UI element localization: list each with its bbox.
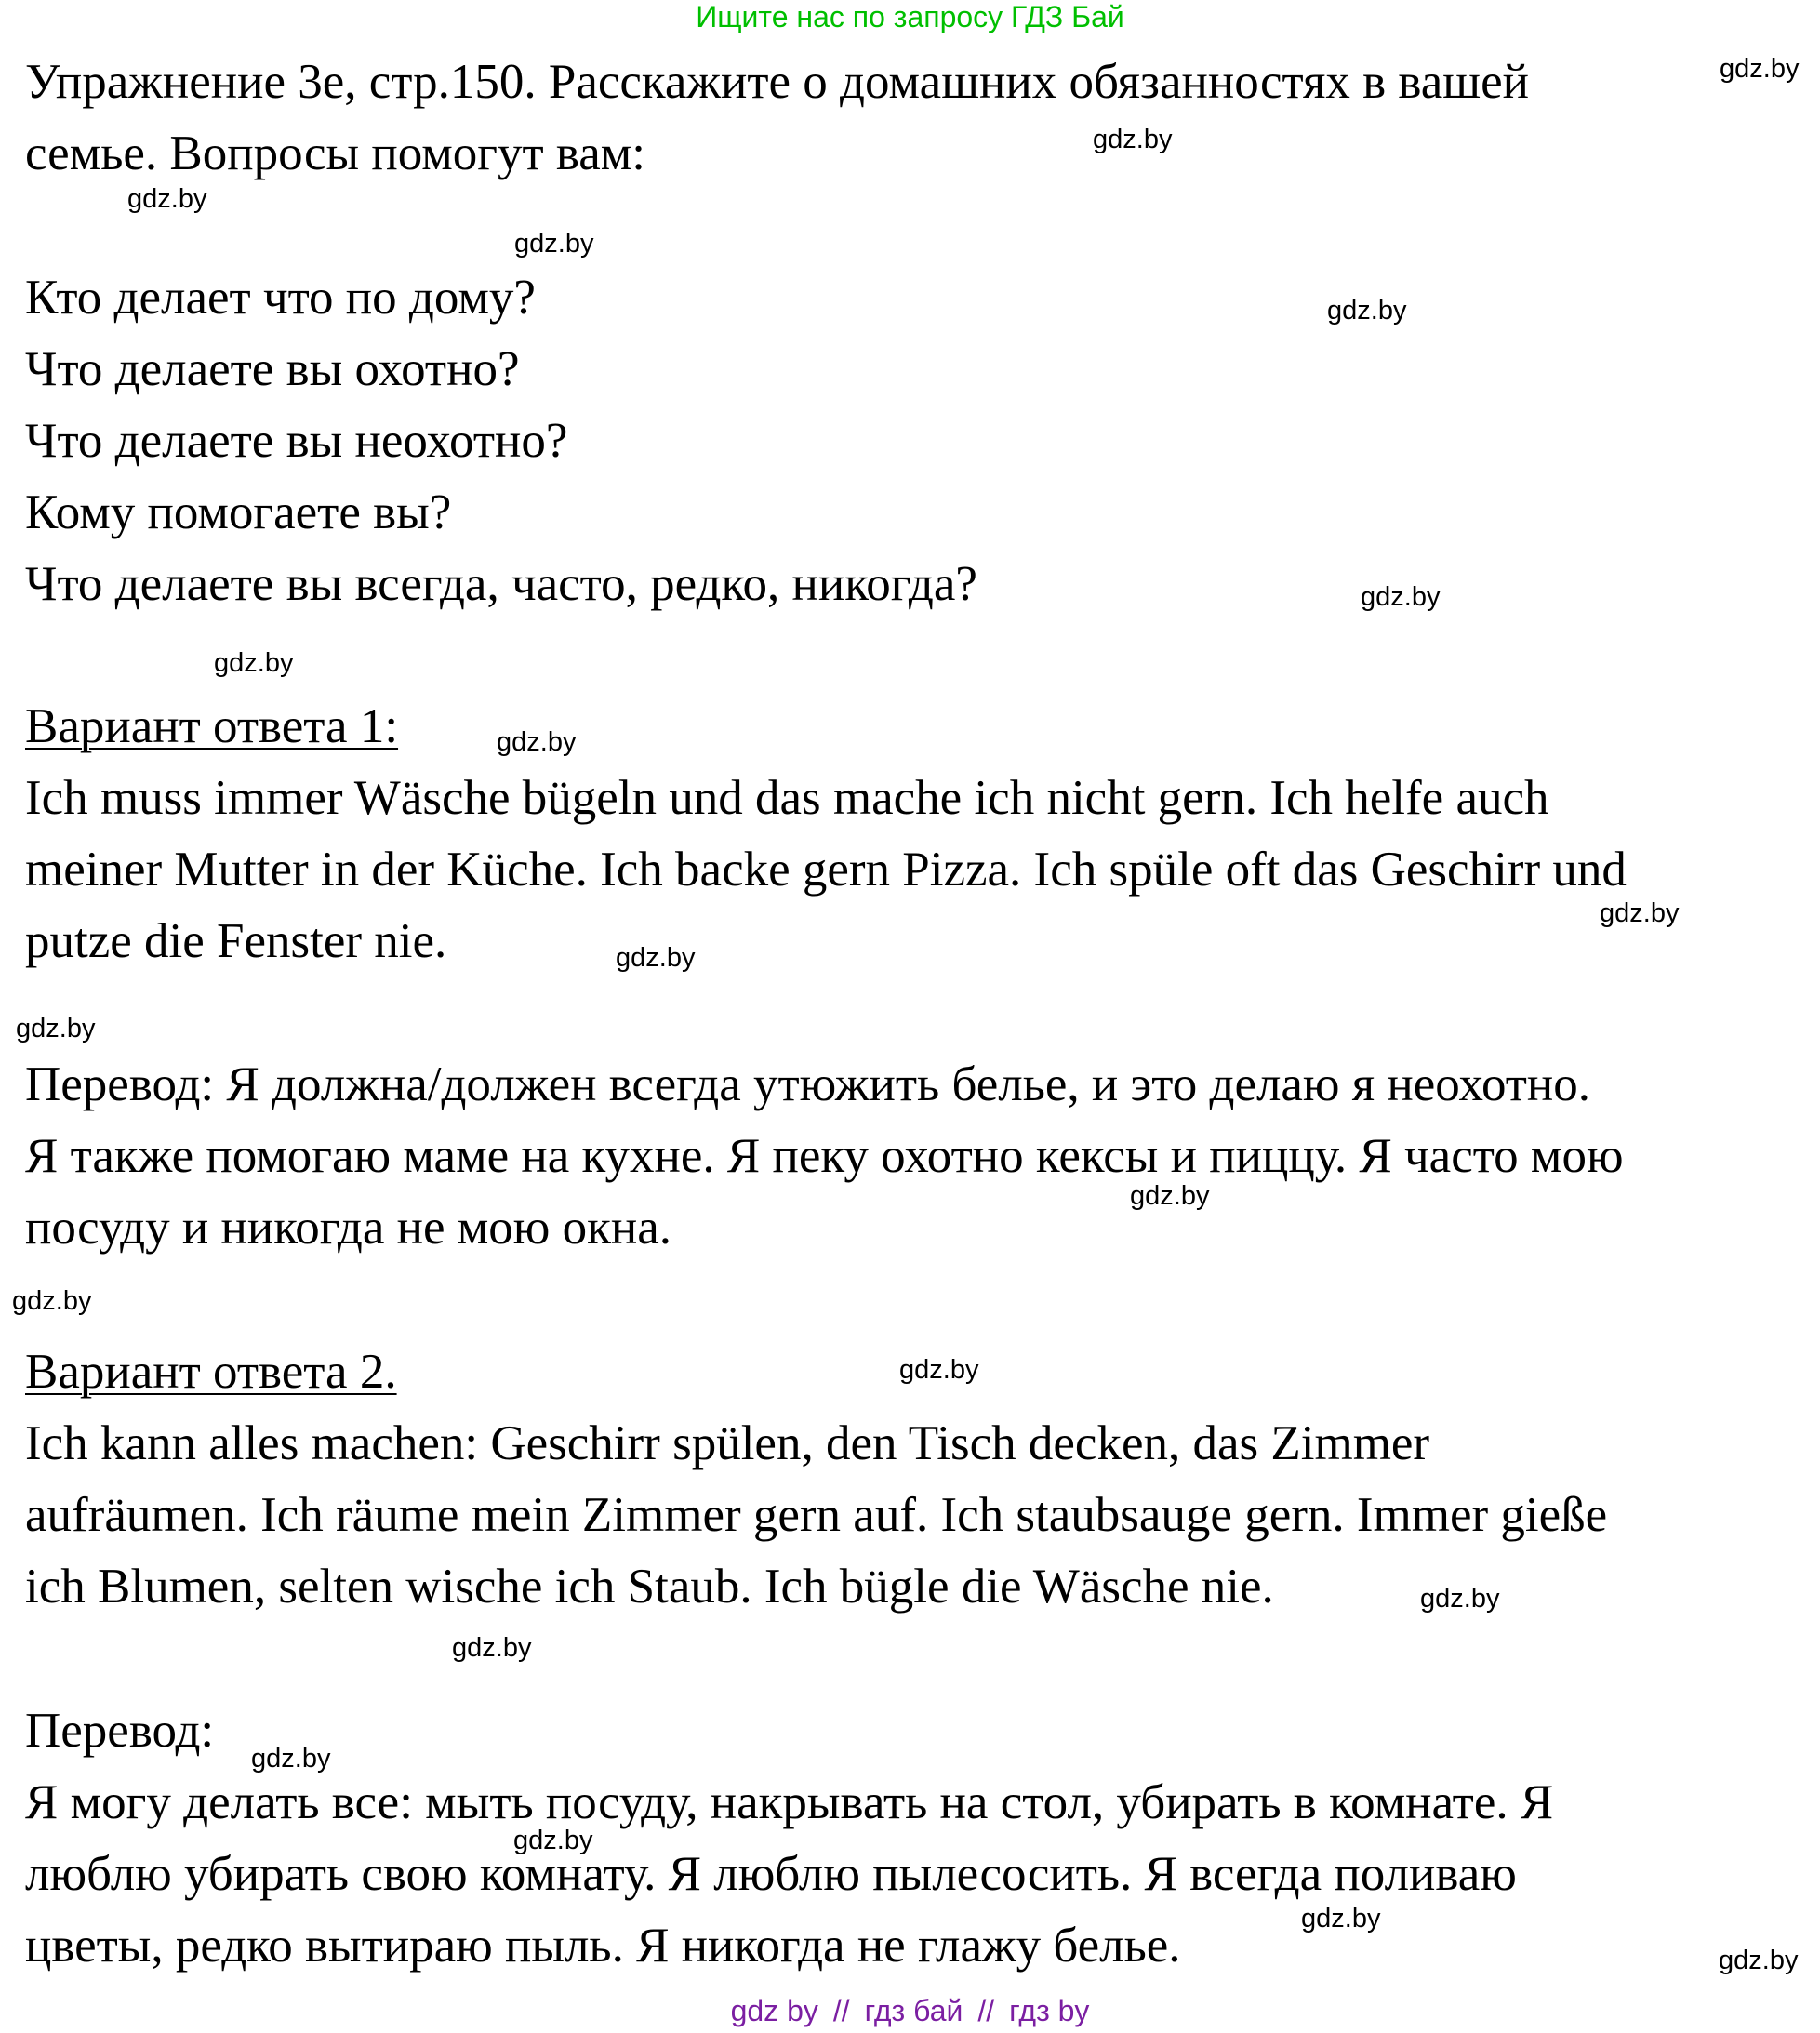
answer1-line-2: meiner Mutter in der Küche. Ich backe gern Pizza. Ich spüle oft das Geschirr und (25, 843, 1627, 897)
answer2-heading: Вариант ответа 2. (25, 1345, 397, 1399)
footer-link-gdz-bai[interactable]: гдз бай (864, 1994, 963, 2027)
answer1-translation-2: Я также помогаю маме на кухне. Я пеку охотно кексы и пиццу. Я часто мою (25, 1129, 1624, 1183)
answer1-line-3: putze die Fenster nie. (25, 914, 447, 968)
site-footer (0, 1993, 1820, 2028)
watermark: gdz.by (616, 943, 696, 973)
watermark: gdz.by (1420, 1584, 1500, 1614)
footer-link-gdz-by[interactable]: gdz by (730, 1994, 818, 2027)
answer1-line-1: Ich muss immer Wäsche bügeln und das mache ich nicht gern. Ich helfe auch (25, 771, 1549, 825)
footer-link-gdz-by-cyr[interactable]: гдз by (1009, 1994, 1090, 2027)
watermark: gdz.by (251, 1744, 331, 1774)
answer2-line-1: Ich kann alles machen: Geschirr spülen, den Tisch decken, das Zimmer (25, 1416, 1430, 1470)
question-3: Что делаете вы неохотно? (25, 414, 568, 468)
watermark: gdz.by (1301, 1904, 1381, 1933)
task-line-2: семье. Вопросы помогут вам: (25, 126, 646, 180)
answer1-heading: Вариант ответа 1: (25, 699, 399, 753)
watermark: gdz.by (1130, 1181, 1210, 1211)
answer2-translation-1: Я могу делать все: мыть посуду, накрывать на стол, убирать в комнате. Я (25, 1775, 1554, 1829)
watermark: gdz.by (513, 1826, 593, 1855)
question-2: Что делаете вы охотно? (25, 342, 520, 396)
watermark: gdz.by (514, 229, 594, 259)
watermark: gdz.by (127, 184, 207, 214)
search-banner: Ищите нас по запросу ГДЗ Бай (696, 0, 1124, 33)
answer2-translation-3: цветы, редко вытираю пыль. Я никогда не глажу белье. (25, 1919, 1181, 1973)
watermark: gdz.by (214, 648, 294, 678)
watermark: gdz.by (12, 1286, 92, 1316)
task-line-1: Упражнение 3е, стр.150. Расскажите о домашних обязанностях в вашей (25, 55, 1529, 109)
watermark: gdz.by (1327, 296, 1407, 326)
watermark: gdz.by (16, 1014, 96, 1043)
question-1: Кто делает что по дому? (25, 271, 536, 325)
question-4: Кому помогаете вы? (25, 485, 452, 539)
watermark: gdz.by (1600, 898, 1680, 928)
footer-separator: // (832, 1994, 850, 2027)
answer1-translation-1: Перевод: Я должна/должен всегда утюжить белье, и это делаю я неохотно. (25, 1057, 1591, 1111)
watermark: gdz.by (452, 1633, 532, 1663)
answer2-line-2: aufräumen. Ich räume mein Zimmer gern auf. Ich staubsauge gern. Immer gieße (25, 1488, 1608, 1542)
watermark: gdz.by (1719, 1946, 1799, 1975)
answer1-translation-3: посуду и никогда не мою окна. (25, 1201, 672, 1255)
watermark: gdz.by (497, 727, 577, 757)
watermark: gdz.by (1093, 125, 1173, 154)
question-5: Что делаете вы всегда, часто, редко, никогда? (25, 557, 977, 611)
footer-separator: // (977, 1994, 995, 2027)
answer2-translation-2: люблю убирать свою комнату. Я люблю пылесосить. Я всегда поливаю (25, 1847, 1517, 1901)
answer2-line-3: ich Blumen, selten wische ich Staub. Ich bügle die Wäsche nie. (25, 1560, 1274, 1614)
watermark: gdz.by (1720, 54, 1800, 84)
watermark: gdz.by (899, 1355, 979, 1385)
watermark: gdz.by (1361, 582, 1441, 612)
answer2-translation-label: Перевод: (25, 1704, 215, 1758)
